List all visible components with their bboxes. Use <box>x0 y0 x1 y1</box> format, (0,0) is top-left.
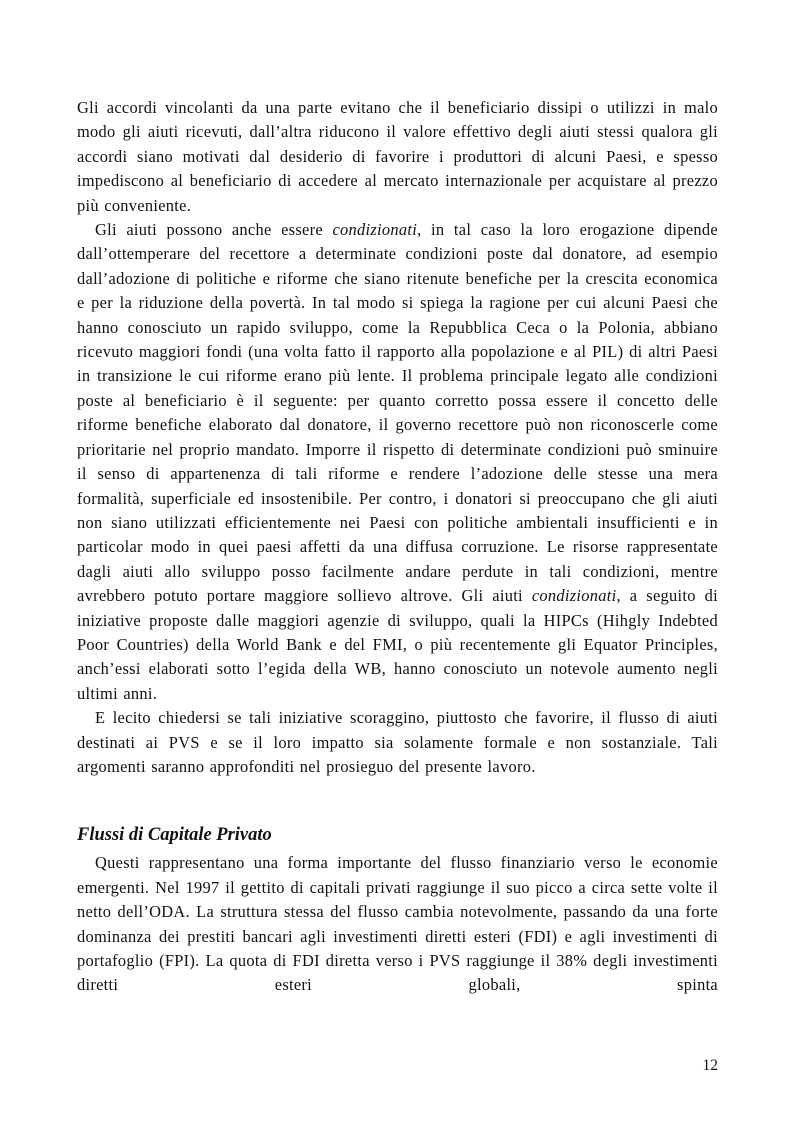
paragraph-text: , a seguito di iniziative proposte dalle maggiori agenzie di sviluppo, quali la HIPCs (Hihgly Indebted Poor Countries) della World Bank e del FMI, o più recentemente gli Equator Principles, anch’essi elaborati sotto l’egida della WB, hanno conosciuto un notevole aumento negli ultimi anni. <box>77 586 718 703</box>
paragraph-text: E lecito chiedersi se tali iniziative scoraggino, piuttosto che favorire, il flusso di aiuti destinati ai PVS e se il loro impatto sia solamente formale e non sostanziale. Tali argomenti saranno approfonditi nel prosieguo del presente lavoro. <box>77 708 718 776</box>
paragraph-text: Gli accordi vincolanti da una parte evitano che il beneficiario dissipi o utilizzi in malo modo gli aiuti ricevuti, dall’altra riducono il valore effettivo degli aiuti stessi qualora gli accordi siano motivati dal desiderio di favorire i produttori di alcuni Paesi, e spesso impediscono al beneficiario di accedere al mercato internazionale per acquistare al prezzo più conveniente. <box>77 98 718 215</box>
paragraph-text: Gli aiuti possono anche essere <box>95 220 333 240</box>
paragraph-text: Questi rappresentano una forma importante del flusso finanziario verso le economie emergenti. Nel 1997 il gettito di capitali privati raggiunge il suo picco a circa sette volte il netto dell’ODA. La struttura stessa del flusso cambia notevolmente, passando da una forte dominanza dei prestiti bancari agli investimenti diretti esteri (FDI) e agli investimenti di portafoglio (FPI). La quota di FDI diretta verso i PVS raggiunge il 38% degli investimenti diretti esteri globali, spinta <box>77 853 718 995</box>
paragraph-private-capital <box>77 851 718 997</box>
paragraph-initiatives <box>77 706 718 779</box>
paragraph-binding-agreements <box>77 96 718 218</box>
page-number: 12 <box>702 1057 718 1074</box>
section-heading: Flussi di Capitale Privato <box>77 825 272 846</box>
italic-term: condizionati <box>332 220 418 240</box>
paragraph-conditional-aid <box>77 218 718 706</box>
italic-term: condizionati <box>531 586 617 606</box>
paragraph-text: , in tal caso la loro erogazione dipende dall’ottemperare del recettore a determinate condizioni poste dal donatore, ad esempio dall’adozione di politiche e riforme che siano ritenute benefiche per la crescita economica e per la riduzione della povertà. In tal modo si spiega la ragione per cui alcuni Paesi che hanno conosciuto un rapido sviluppo, come la Repubblica Ceca o la Polonia, abbiano ricevuto maggiori fondi (una volta fatto il rapporto alla popolazione e al PIL) di altri Paesi in transizione le cui riforme erano più lente. Il problema principale legato alle condizioni poste al beneficiario è il seguente: per quanto corretto possa essere il concetto delle riforme benefiche elaborato dal donatore, il governo recettore può non riconoscerle come prioritarie nel proprio mandato. Imporre il rispetto di determinate condizioni può sminuire il senso di appartenenza di tali riforme e rendere l’adozione delle stesse una mera formalità, superficiale ed insostenibile. Per contro, i donatori si preoccupano che gli aiuti non siano utilizzati efficientemente nei Paesi con politiche ambientali insufficienti e in particolar modo in quei paesi affetti da una diffusa corruzione. Le risorse rappresentate dagli aiuti allo sviluppo posso facilmente andare perdute in tali condizioni, mentre avrebbero potuto portare maggiore sollievo altrove. Gli aiuti <box>77 220 718 606</box>
